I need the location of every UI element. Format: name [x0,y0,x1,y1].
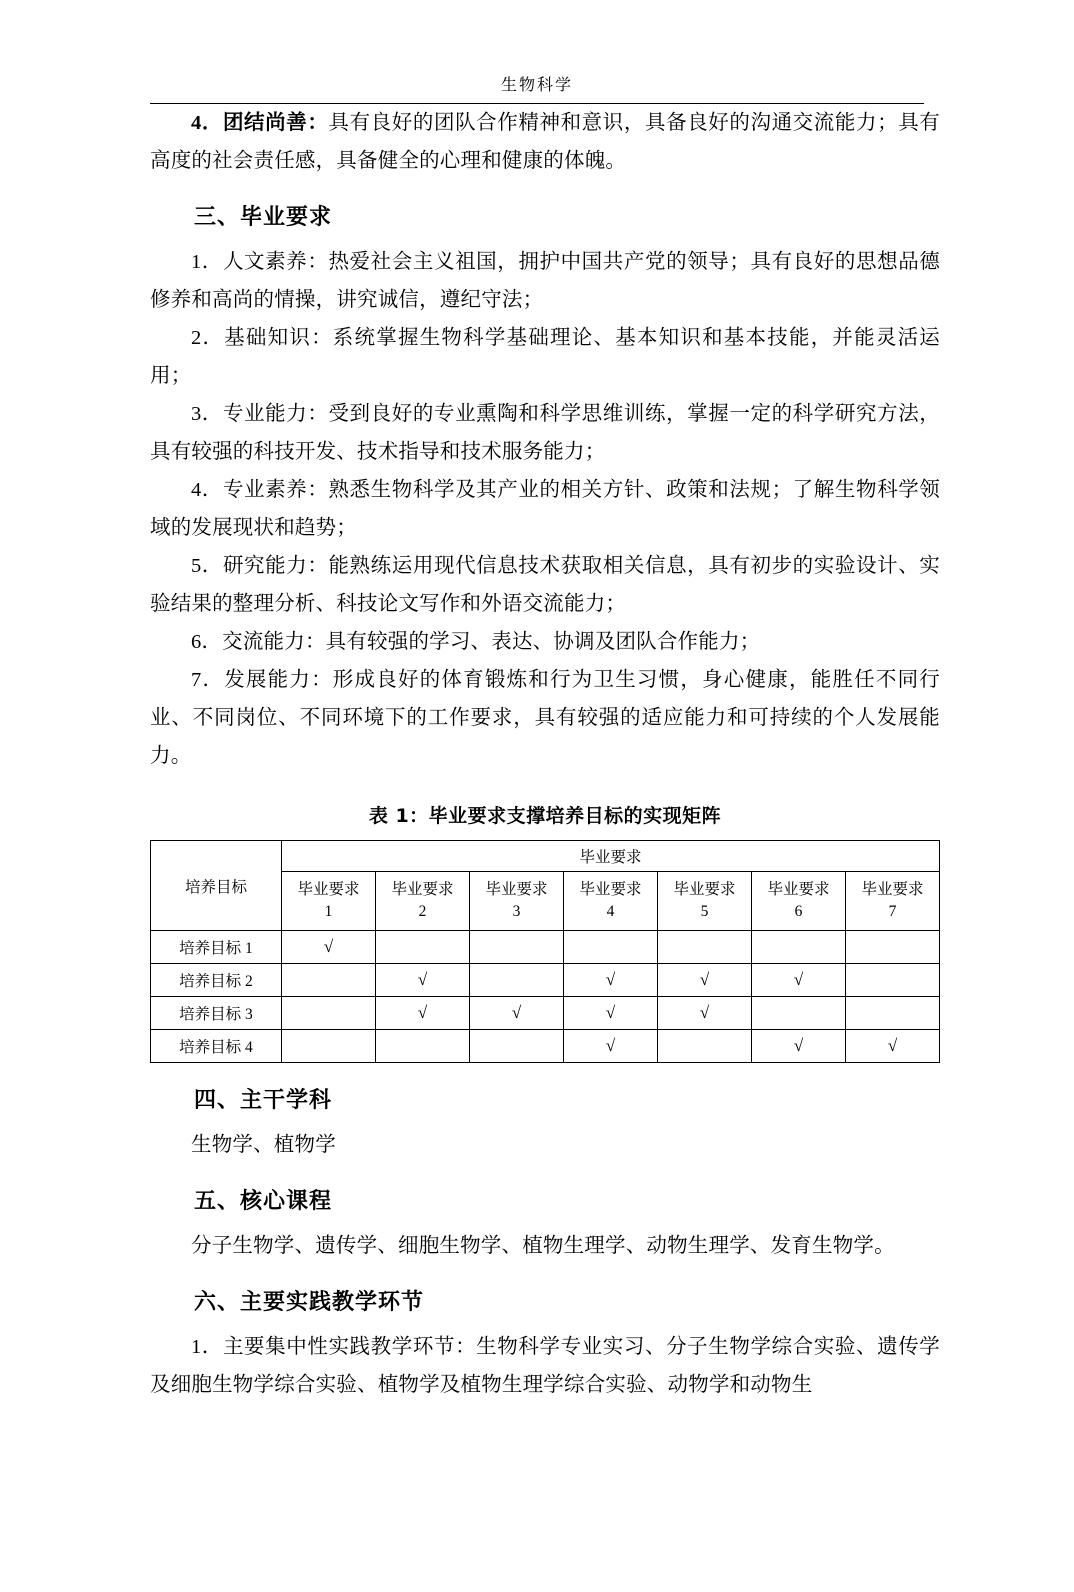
paragraph-unity-virtue-label: 4．团结尚善： [191,112,329,134]
table-corner-cell: 培养目标 [151,841,282,931]
table-row [151,997,940,1030]
table-row-label-1: 培养目标 1 [151,931,282,964]
requirement-item-2: 2．基础知识：系统掌握生物科学基础理论、基本知识和基本技能，并能灵活运用； [150,327,940,387]
col-header-7-line2: 7 [888,903,897,920]
document-page [0,72,1074,1592]
col-header-3-line2: 3 [512,903,521,920]
col-header-4-line2: 4 [606,903,615,920]
requirement-item-1: 1．人文素养：热爱社会主义祖国，拥护中国共产党的领导；具有良好的思想品德修养和高尚的情操，讲究诚信，遵纪守法； [150,251,940,311]
matrix-cell-3-5: √ [658,997,752,1030]
matrix-table [150,840,940,1063]
table-col-header-7 [846,872,940,931]
running-header: 生物科学 [150,72,924,104]
table-col-header-2 [376,872,470,931]
table-col-header-5 [658,872,752,931]
matrix-cell-3-7 [846,997,940,1030]
col-header-6-line1: 毕业要求 [767,881,830,898]
table-row [151,931,940,964]
section-heading-core-courses: 五、核心课程 [194,1189,333,1214]
matrix-cell-2-2: √ [376,964,470,997]
matrix-cell-2-1 [282,964,376,997]
matrix-cell-4-1 [282,1030,376,1063]
matrix-cell-4-6: √ [752,1030,846,1063]
matrix-cell-2-5: √ [658,964,752,997]
table-caption: 表 1：毕业要求支撑培养目标的实现矩阵 [368,805,722,827]
col-header-2-line1: 毕业要求 [391,881,454,898]
matrix-cell-1-6 [752,931,846,964]
matrix-cell-2-6: √ [752,964,846,997]
document-body [150,104,940,1424]
matrix-cell-1-4 [564,931,658,964]
col-header-4-line1: 毕业要求 [579,881,642,898]
requirement-item-4: 4．专业素养：熟悉生物科学及其产业的相关方针、政策和法规；了解生物科学领域的发展现状和趋势； [150,479,940,539]
col-header-6-line2: 6 [794,903,803,920]
requirement-item-5: 5．研究能力：能熟练运用现代信息技术获取相关信息，具有初步的实验设计、实验结果的整理分析、科技论文写作和外语交流能力； [150,555,940,615]
practical-teaching-text: 1．主要集中性实践教学环节：生物科学专业实习、分子生物学综合实验、遗传学及细胞生物学综合实验、植物学及植物生理学综合实验、动物学和动物生 [150,1336,940,1396]
col-header-5-line1: 毕业要求 [673,881,736,898]
paragraph-unity-virtue [150,104,940,180]
requirement-item-3: 3．专业能力：受到良好的专业熏陶和科学思维训练，掌握一定的科学研究方法，具有较强的科技开发、技术指导和技术服务能力； [150,403,940,463]
matrix-cell-3-6 [752,997,846,1030]
requirement-item-6: 6．交流能力：具有较强的学习、表达、协调及团队合作能力； [191,631,761,653]
table-col-header-4 [564,872,658,931]
bottom-spacer [150,1404,940,1424]
table-col-header-1 [282,872,376,931]
table-row-label-4: 培养目标 4 [151,1030,282,1063]
matrix-cell-2-4: √ [564,964,658,997]
table-col-header-6 [752,872,846,931]
col-header-1-line1: 毕业要求 [297,881,360,898]
requirement-item-7: 7．发展能力：形成良好的体育锻炼和行为卫生习惯，身心健康，能胜任不同行业、不同岗位、不同环境下的工作要求，具有较强的适应能力和可持续的个人发展能力。 [150,669,940,767]
matrix-cell-3-4: √ [564,997,658,1030]
matrix-cell-2-7 [846,964,940,997]
matrix-cell-3-2: √ [376,997,470,1030]
main-disciplines-text: 生物学、植物学 [191,1134,336,1156]
matrix-cell-4-2 [376,1030,470,1063]
table-row [151,1030,940,1063]
table-group-header: 毕业要求 [282,841,940,872]
table-row [151,964,940,997]
paragraph-unity-virtue-text: 具有良好的团队合作精神和意识，具备良好的沟通交流能力；具有高度的社会责任感，具备健全的心理和健康的体魄。 [150,112,940,172]
matrix-cell-1-3 [470,931,564,964]
matrix-cell-1-2 [376,931,470,964]
matrix-cell-4-5 [658,1030,752,1063]
matrix-cell-4-7: √ [846,1030,940,1063]
table-col-header-3 [470,872,564,931]
matrix-cell-4-4: √ [564,1030,658,1063]
table-row-label-2: 培养目标 2 [151,964,282,997]
col-header-1-line2: 1 [324,903,333,920]
section-heading-practical-teaching: 六、主要实践教学环节 [194,1290,425,1315]
col-header-2-line2: 2 [418,903,427,920]
matrix-cell-1-5 [658,931,752,964]
section-heading-main-disciplines: 四、主干学科 [194,1088,333,1113]
table-row-label-3: 培养目标 3 [151,997,282,1030]
matrix-cell-1-7 [846,931,940,964]
matrix-cell-3-1 [282,997,376,1030]
matrix-cell-4-3 [470,1030,564,1063]
section-heading-graduation-requirements: 三、毕业要求 [194,205,333,230]
matrix-cell-1-1: √ [282,931,376,964]
table-header-row-group [151,841,940,872]
matrix-cell-2-3 [470,964,564,997]
core-courses-text: 分子生物学、遗传学、细胞生物学、植物生理学、动物生理学、发育生物学。 [191,1235,895,1257]
col-header-7-line1: 毕业要求 [861,881,924,898]
col-header-3-line1: 毕业要求 [485,881,548,898]
matrix-cell-3-3: √ [470,997,564,1030]
col-header-5-line2: 5 [700,903,709,920]
